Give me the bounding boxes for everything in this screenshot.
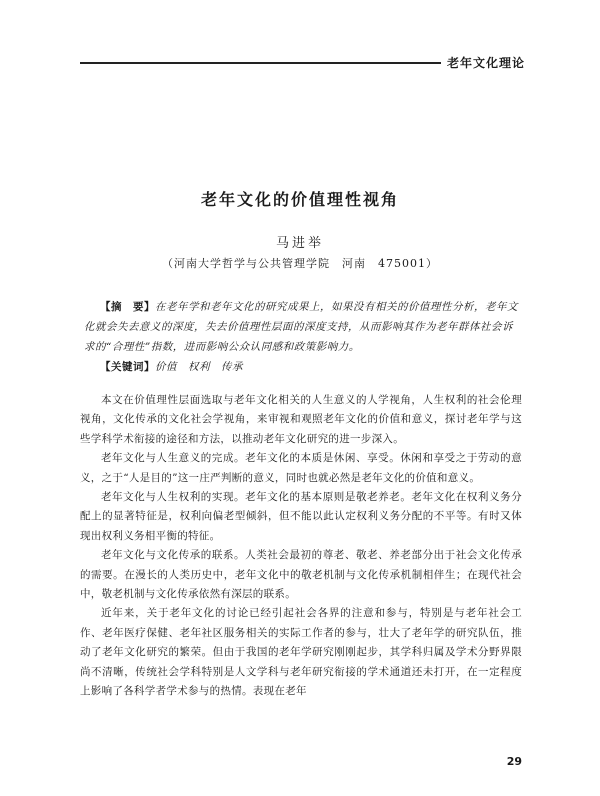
abstract-label: 【摘 要】	[100, 301, 155, 313]
abstract-text: 在老年学和老年文化的研究成果上，如果没有相关的价值理性分析，老年文化就会失去意义的深度，失去价值理性层面的深度支持，从而影响其作为老年群体社会诉求的“合理性”指数，进而影响公众认同感和政策影响力。	[84, 301, 518, 353]
body-paragraph: 老年文化与文化传承的联系。人类社会最初的尊老、敬老、养老部分出于社会文化传承的需要。在漫长的人类历史中，老年文化中的敬老机制与文化传承机制相伴生；在现代社会中，敬老机制与文化传承依然有深层的联系。	[80, 549, 522, 601]
abstract	[84, 297, 522, 357]
body-paragraph: 老年文化与人生权利的实现。老年文化的基本原则是敬老养老。老年文化在权利义务分配上的显著特征是，权利向偏老型倾斜，但不能以此认定权利义务分配的不平等。有时又体现出权利义务相平衡的特征。	[80, 491, 522, 542]
keywords	[84, 357, 538, 377]
author-affiliation: （河南大学哲学与公共管理学院 河南 475001）	[162, 257, 438, 270]
body-text	[80, 391, 522, 702]
body-paragraph: 老年文化与人生意义的完成。老年文化的本质是休闲、享受。休闲和享受之于劳动的意义，之于“人是目的”这一庄严判断的意义，同时也就必然是老年文化的价值和意义。	[80, 452, 522, 484]
keywords-text: 价值 权利 传承	[155, 361, 243, 373]
author-name: 马进举	[275, 236, 324, 251]
body-paragraph: 本文在价值理性层面选取与老年文化相关的人生意义的人学视角，人生权利的社会伦理视角，文化传承的文化社会学视角，来审视和观照老年文化的价值和意义，探讨老年学与这些学科学术衔接的途径和方法，以推动老年文化研究的进一步深入。	[80, 394, 522, 445]
column-header: 老年文化理论	[441, 54, 525, 71]
page-number: 29	[506, 755, 522, 768]
article-title: 老年文化的价值理性视角	[200, 190, 399, 209]
keywords-label: 【关键词】	[100, 361, 155, 373]
body-paragraph: 近年来，关于老年文化的讨论已经引起社会各界的注意和参与，特别是与老年社会工作、老年医疗保健、老年社区服务相关的实际工作者的参与，壮大了老年学的研究队伍，推动了老年文化研究的繁荣。但由于我国的老年学研究刚刚起步，其学科归属及学术分野界限尚不清晰，传统社会学科特别是人文学科与老年研究衔接的学术通道还未打开，在一定程度上影响了各科学者学术参与的热情。表现在老年	[80, 607, 522, 698]
